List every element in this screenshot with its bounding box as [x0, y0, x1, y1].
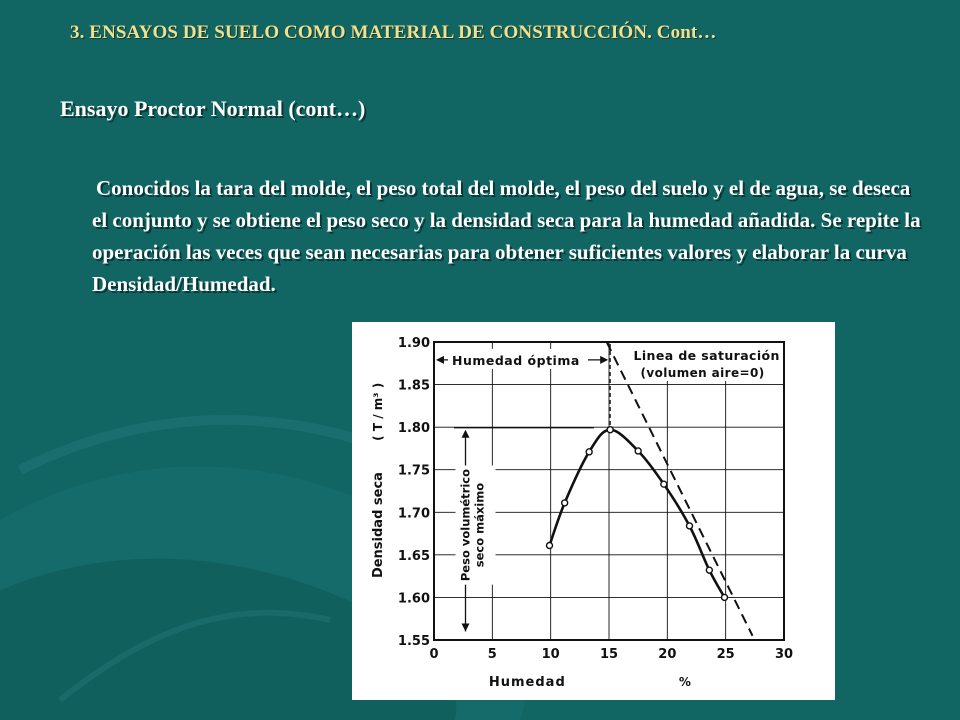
- x-tick-label: 0: [429, 647, 439, 662]
- arrowhead-down: [462, 623, 470, 631]
- y-tick-label: 1.80: [397, 421, 430, 437]
- x-tick-label: 15: [599, 647, 619, 662]
- x-tick-label: 20: [658, 647, 677, 662]
- x-axis-label: Humedad: [488, 675, 566, 690]
- y-tick-label: 1.65: [397, 548, 430, 564]
- arrowhead-left: [436, 356, 444, 364]
- y-tick-label: 1.85: [397, 378, 430, 394]
- data-point: [661, 481, 667, 487]
- y-tick-label: 1.60: [397, 591, 430, 607]
- y-tick-label: 1.55: [397, 634, 430, 649]
- x-tick-label: 30: [774, 647, 794, 662]
- data-point: [706, 567, 712, 573]
- data-point: [547, 542, 553, 548]
- section-subtitle: Ensayo Proctor Normal (cont…): [60, 96, 366, 121]
- x-tick-label: 5: [487, 647, 497, 662]
- arrowhead-right: [600, 356, 608, 364]
- y-tick-label: 1.70: [397, 506, 430, 522]
- x-tick-label: 10: [541, 647, 560, 662]
- body-paragraph: Conocidos la tara del molde, el peso total del molde, el peso del suelo y el de agua, se deseca el conjunto y se obtiene el peso seco y la densidad seca para la humedad añadida. Se repite la operación las veces que sean necesarias para obtener suficientes valores y elaborar la curva Densidad/Humedad.: [92, 176, 921, 296]
- max-density-label-2: seco máximo: [472, 482, 487, 568]
- saturation-line: [607, 342, 753, 636]
- y-axis-unit: ( T / m³ ): [371, 382, 385, 441]
- y-tick-label: 1.75: [397, 463, 430, 479]
- y-tick-label: 1.90: [397, 336, 430, 351]
- data-point: [635, 448, 641, 454]
- data-point: [562, 500, 568, 506]
- max-density-label-1: Peso volumétrico: [458, 468, 473, 582]
- slide-title: 3. ENSAYOS DE SUELO COMO MATERIAL DE CONSTRUCCIÓN. Cont…: [70, 22, 717, 43]
- proctor-chart: [352, 322, 835, 700]
- air-volume-label: (volumen aire=0): [640, 366, 765, 380]
- proctor-chart-svg: [352, 322, 835, 700]
- saturation-line-label: Linea de saturación: [633, 348, 780, 363]
- data-point: [586, 449, 592, 455]
- optimum-moisture-label: Humedad óptima: [452, 352, 580, 368]
- data-point: [687, 523, 693, 529]
- y-axis-label: Densidad seca: [371, 472, 386, 579]
- x-tick-label: 25: [716, 647, 735, 662]
- data-point: [607, 427, 613, 433]
- x-axis-unit: %: [678, 675, 691, 689]
- data-point: [722, 594, 728, 600]
- arrowhead-up: [462, 430, 470, 438]
- compaction-curve: [550, 430, 725, 598]
